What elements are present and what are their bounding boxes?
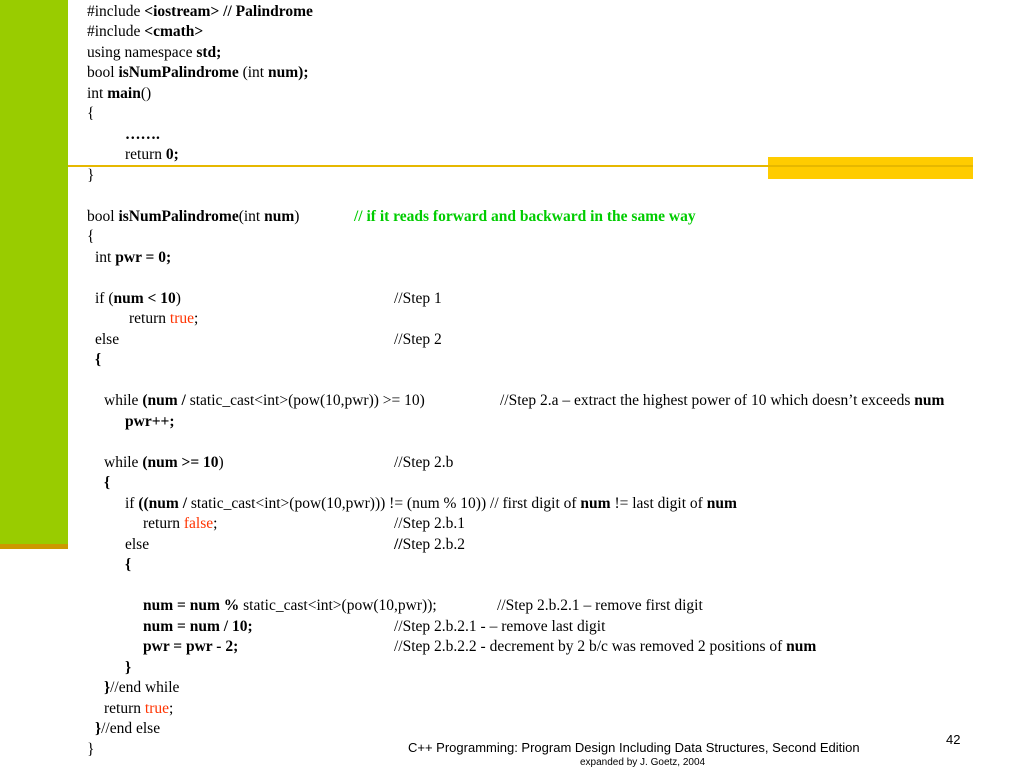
code-text: ……. bbox=[125, 126, 160, 143]
code-line bbox=[125, 126, 160, 144]
code-line bbox=[95, 249, 171, 267]
code-text: true bbox=[169, 310, 194, 327]
code-text: return bbox=[104, 700, 145, 717]
footer-subtitle: expanded by J. Goetz, 2004 bbox=[580, 757, 706, 768]
code-comment bbox=[394, 536, 465, 554]
code-text: num); bbox=[268, 64, 309, 81]
code-line bbox=[87, 44, 221, 62]
code-text: //Step 2.b.1 bbox=[394, 515, 466, 532]
code-line bbox=[87, 228, 94, 246]
code-text: ) bbox=[294, 208, 300, 225]
code-text: // bbox=[394, 536, 403, 553]
code-text: while bbox=[104, 454, 143, 471]
code-text: (num / bbox=[142, 392, 190, 409]
code-text: #include bbox=[87, 3, 145, 20]
code-comment bbox=[394, 515, 465, 533]
code-text: Step 2.b.2 bbox=[402, 536, 466, 553]
code-line bbox=[87, 64, 308, 82]
code-text: num bbox=[706, 495, 737, 512]
code-text: return bbox=[125, 146, 166, 163]
code-text: int bbox=[87, 85, 108, 102]
code-text: pwr++; bbox=[125, 413, 175, 430]
code-line bbox=[143, 618, 253, 636]
code-line bbox=[87, 741, 94, 759]
code-text: } bbox=[95, 720, 102, 737]
code-text: isNumPalindrome bbox=[118, 208, 239, 225]
code-text: { bbox=[87, 228, 95, 245]
code-line bbox=[104, 392, 425, 410]
code-text: { bbox=[104, 474, 111, 491]
code-text: (num >= 10 bbox=[142, 454, 219, 471]
code-line bbox=[95, 720, 160, 738]
code-text: } bbox=[87, 167, 95, 184]
code-text: //end else bbox=[101, 720, 161, 737]
code-text: num bbox=[580, 495, 611, 512]
code-text: 0; bbox=[165, 146, 179, 163]
page-number: 42 bbox=[946, 732, 961, 747]
code-text: } bbox=[104, 679, 111, 696]
code-line bbox=[95, 351, 101, 369]
code-line bbox=[125, 495, 737, 513]
code-comment bbox=[394, 290, 442, 308]
code-line bbox=[104, 679, 179, 697]
code-text: (int bbox=[242, 64, 268, 81]
code-text: { bbox=[125, 556, 132, 573]
code-text: bool bbox=[87, 208, 119, 225]
code-text: //Step 2.b.2.2 - decrement by 2 b/c was removed 2 positions of bbox=[394, 638, 787, 655]
code-comment bbox=[394, 454, 453, 472]
code-text: pwr = 0; bbox=[115, 249, 172, 266]
code-text: static_cast<int>(pow(10,pwr)); bbox=[243, 597, 437, 614]
code-line bbox=[143, 638, 238, 656]
code-text: //Step 2.b.2.1 – remove first digit bbox=[497, 597, 703, 614]
code-text: //Step 2.b bbox=[394, 454, 454, 471]
code-line bbox=[95, 331, 119, 349]
code-text: true bbox=[144, 700, 169, 717]
code-text: () bbox=[140, 85, 152, 102]
code-text: else bbox=[95, 331, 120, 348]
code-text: if bbox=[125, 495, 139, 512]
code-line bbox=[87, 105, 94, 123]
code-text: //end while bbox=[110, 679, 180, 696]
code-text: int bbox=[95, 249, 116, 266]
code-text: <iostream> // Palindrome bbox=[144, 3, 313, 20]
code-text: return bbox=[143, 515, 184, 532]
code-text: ((num / bbox=[138, 495, 191, 512]
code-text: num < 10 bbox=[113, 290, 176, 307]
code-text: ) bbox=[175, 290, 181, 307]
code-text: num bbox=[786, 638, 817, 655]
code-text: ; bbox=[169, 700, 174, 717]
code-text: num bbox=[914, 392, 945, 409]
code-line bbox=[125, 659, 131, 677]
code-text: static_cast<int>(pow(10,pwr))) != (num % 10)) // first digit of bbox=[190, 495, 581, 512]
code-text: static_cast<int>(pow(10,pwr)) >= 10) bbox=[189, 392, 425, 409]
code-comment bbox=[354, 208, 696, 226]
code-text: isNumPalindrome bbox=[118, 64, 243, 81]
code-text: //Step 2 bbox=[394, 331, 442, 348]
code-text: //Step 1 bbox=[394, 290, 442, 307]
code-line bbox=[87, 85, 151, 103]
code-text: } bbox=[87, 741, 95, 758]
code-text: std; bbox=[196, 44, 222, 61]
code-line bbox=[104, 454, 224, 472]
code-line bbox=[104, 474, 110, 492]
code-text: // if it reads forward and backward in the same way bbox=[354, 208, 696, 225]
code-text: return bbox=[129, 310, 170, 327]
code-comment bbox=[394, 331, 442, 349]
code-line bbox=[87, 167, 94, 185]
code-line bbox=[125, 146, 179, 164]
code-text: num = num % bbox=[143, 597, 244, 614]
code-text: main bbox=[107, 85, 141, 102]
code-text: { bbox=[87, 105, 95, 122]
code-comment bbox=[497, 597, 703, 615]
code-line bbox=[125, 413, 175, 431]
footer-title: C++ Programming: Program Design Including Data Structures, Second Edition bbox=[408, 740, 860, 755]
code-line bbox=[125, 556, 131, 574]
code-line bbox=[129, 310, 198, 328]
code-text: ; bbox=[194, 310, 199, 327]
code-line bbox=[95, 290, 181, 308]
code-text: bool bbox=[87, 64, 119, 81]
code-text: pwr = pwr - 2; bbox=[143, 638, 239, 655]
code-text: while bbox=[104, 392, 143, 409]
code-text: (int bbox=[238, 208, 265, 225]
code-text: #include bbox=[87, 23, 145, 40]
code-text: using namespace bbox=[87, 44, 197, 61]
code-line bbox=[87, 208, 299, 226]
code-text: false bbox=[183, 515, 214, 532]
code-text: if ( bbox=[95, 290, 114, 307]
code-line bbox=[143, 597, 437, 615]
code-text: ; bbox=[213, 515, 218, 532]
code-text: <cmath> bbox=[144, 23, 204, 40]
code-text: ) bbox=[218, 454, 224, 471]
code-text: //Step 2.a – extract the highest power of 10 which doesn’t exceeds bbox=[500, 392, 915, 409]
code-text: else bbox=[125, 536, 150, 553]
code-text: { bbox=[95, 351, 102, 368]
code-line bbox=[143, 515, 217, 533]
code-text: } bbox=[125, 659, 132, 676]
code-comment bbox=[500, 392, 944, 410]
code-line bbox=[104, 700, 173, 718]
code-comment bbox=[394, 618, 605, 636]
code-text: //Step 2.b.2.1 - – remove last digit bbox=[394, 618, 606, 635]
code-line bbox=[87, 23, 203, 41]
code-text: != last digit of bbox=[610, 495, 707, 512]
code-text: num = num / 10; bbox=[143, 618, 253, 635]
code-line bbox=[87, 3, 313, 21]
code-comment bbox=[394, 638, 816, 656]
code-text: num bbox=[264, 208, 295, 225]
code-line bbox=[125, 536, 149, 554]
